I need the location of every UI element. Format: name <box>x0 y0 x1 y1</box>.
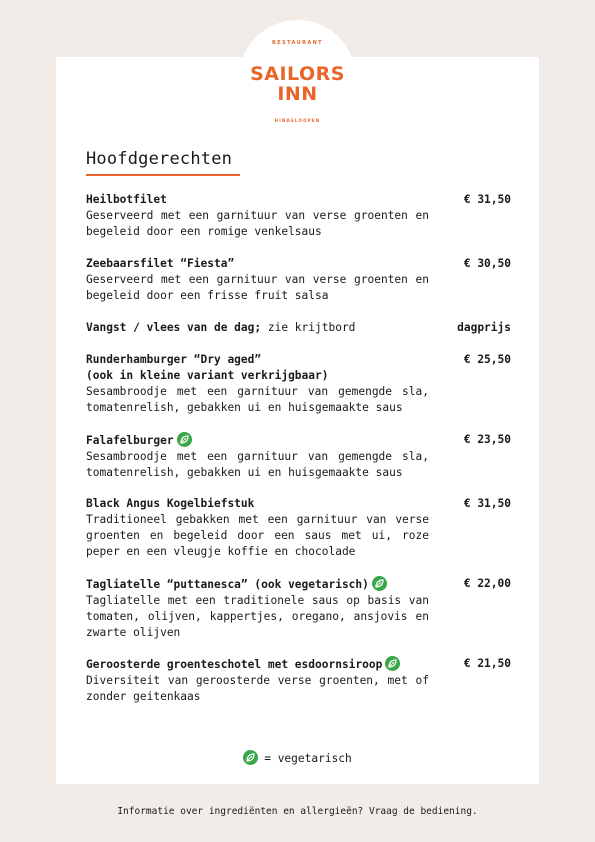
menu-item <box>86 192 511 240</box>
menu-item-name <box>86 320 446 336</box>
menu-item-price: € 21,50 <box>463 657 511 670</box>
menu-item-price: € 31,50 <box>463 497 511 510</box>
menu-item <box>86 576 511 641</box>
menu-item-name-text: Falafelburger <box>86 434 174 447</box>
leaf-icon <box>243 750 258 765</box>
menu-item-name <box>86 256 446 272</box>
menu-item-name-text: Black Angus Kogelbiefstuk <box>86 497 255 510</box>
menu-item-name <box>86 352 446 384</box>
menu-item <box>86 320 511 336</box>
menu-item-name-text: Tagliatelle “puttanesca” (ook vegetarisch) <box>86 578 369 591</box>
menu-item <box>86 656 511 705</box>
menu-item-description: Tagliatelle met een traditionele saus op basis van tomaten, olijven, kappertjes, oregano, ansjovis en zwarte olijven <box>86 594 429 639</box>
menu-item-price: dagprijs <box>457 321 511 334</box>
menu-item-description: Sesambroodje met een garnituur van gemengde sla, tomatenrelish, gebakken ui en huisgemaakte saus <box>86 385 429 414</box>
leaf-icon <box>385 656 400 671</box>
menu-item-description: Diversiteit van geroosterde verse groenten, met of zonder geitenkaas <box>86 674 429 703</box>
menu-item-name-text: Zeebaarsfilet “Fiesta” <box>86 257 235 270</box>
vegetarian-legend <box>0 750 595 765</box>
menu-item-name <box>86 432 446 449</box>
logo-location-text: HINDELOOPEN <box>274 118 321 123</box>
menu-item-description: Geserveerd met een garnituur van verse groenten en begeleid door een frisse fruit salsa <box>86 273 429 302</box>
menu-item <box>86 496 511 560</box>
menu-item-name <box>86 656 446 673</box>
menu-item-name <box>86 192 446 208</box>
menu-item <box>86 432 511 481</box>
menu-item-price: € 30,50 <box>463 257 511 270</box>
menu-item-price: € 22,00 <box>463 577 511 590</box>
menu-item-name-text: Runderhamburger “Dry aged” (ook in kleine variant verkrijgbaar) <box>86 353 329 382</box>
title-underline <box>86 174 240 176</box>
logo-title-line2: INN <box>277 83 318 105</box>
menu-item-description: Sesambroodje met een garnituur van gemengde sla, tomatenrelish, gebakken ui en huisgemaakte saus <box>86 450 429 479</box>
menu-item-price: € 25,50 <box>463 353 511 366</box>
logo-title-line1: SAILORS <box>250 63 345 85</box>
menu-item-price: € 23,50 <box>463 433 511 446</box>
menu-item-name-text: Geroosterde groenteschotel met esdoornsiroop <box>86 658 383 671</box>
menu-item <box>86 352 511 416</box>
menu-item-name-text: Vangst / vlees van de dag; <box>86 321 262 334</box>
menu-item-name <box>86 496 446 512</box>
menu-item-price: € 31,50 <box>463 193 511 206</box>
menu-item-name <box>86 576 446 593</box>
menu-item <box>86 256 511 304</box>
legend-text: = vegetarisch <box>264 752 352 765</box>
menu-item-description: Geserveerd met een garnituur van verse groenten en begeleid door een romige venkelsaus <box>86 209 429 238</box>
menu-item-description: Traditioneel gebakken met een garnituur van verse groenten en begeleid door een saus met ui, roze peper en een vleugje koffie en chocolade <box>86 513 429 558</box>
section-title: Hoofdgerechten <box>86 149 233 169</box>
leaf-icon <box>177 432 192 447</box>
logo-restaurant-text: RESTAURANT <box>272 40 323 46</box>
leaf-icon <box>372 576 387 591</box>
menu-item-note: zie krijtbord <box>261 321 356 334</box>
menu-item-name-text: Heilbotfilet <box>86 193 167 206</box>
allergy-footer: Informatie over ingrediënten en allergieën? Vraag de bediening. <box>117 806 478 817</box>
